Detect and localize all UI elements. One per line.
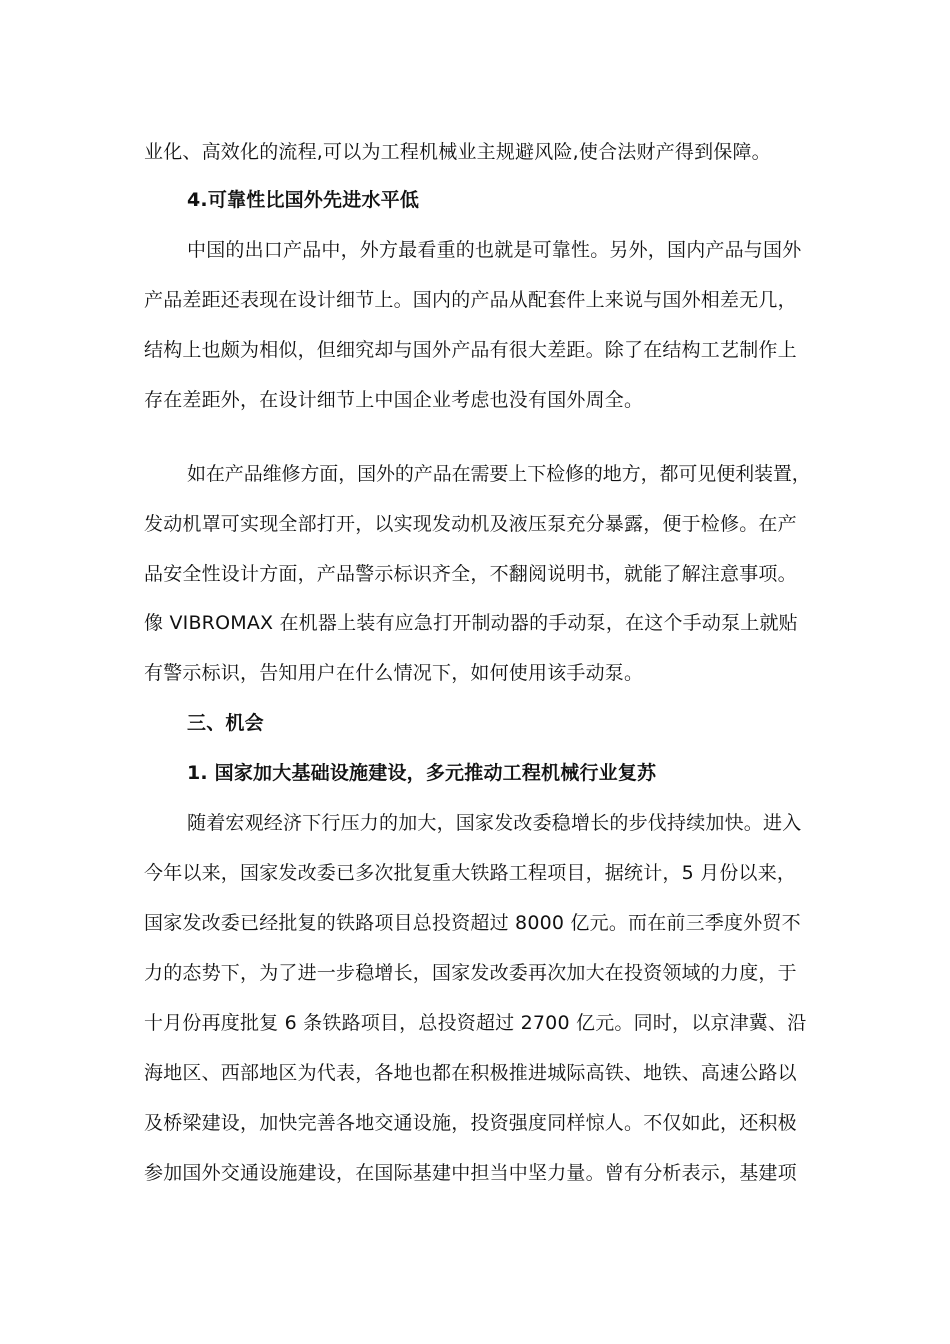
- paragraph-line: 有警示标识，告知用户在什么情况下，如何使用该手动泵。: [144, 662, 644, 684]
- paragraph-line: 如在产品维修方面，国外的产品在需要上下检修的地方，都可见便利装置，: [187, 463, 811, 485]
- paragraph-line: 及桥梁建设，加快完善各地交通设施，投资强度同样惊人。不仅如此，还积极: [144, 1112, 797, 1134]
- paragraph-line: 品安全性设计方面，产品警示标识齐全，不翻阅说明书，就能了解注意事项。: [144, 563, 797, 585]
- paragraph-line: 海地区、西部地区为代表，各地也都在积极推进城际高铁、地铁、高速公路以: [144, 1062, 797, 1084]
- paragraph-line: 十月份再度批复 6 条铁路项目，总投资超过 2700 亿元。同时，以京津冀、沿: [144, 1012, 807, 1034]
- section-heading: 三、机会: [187, 712, 264, 734]
- paragraph-line: 产品差距还表现在设计细节上。国内的产品从配套件上来说与国外相差无几，: [144, 289, 797, 311]
- paragraph-line: 业化、高效化的流程,可以为工程机械业主规避风险,使合法财产得到保障。: [144, 141, 771, 163]
- paragraph-line: 存在差距外，在设计细节上中国企业考虑也没有国外周全。: [144, 389, 644, 411]
- paragraph-line: 国家发改委已经批复的铁路项目总投资超过 8000 亿元。而在前三季度外贸不: [144, 912, 801, 934]
- paragraph-line: 发动机罩可实现全部打开，以实现发动机及液压泵充分暴露，便于检修。在产: [144, 513, 797, 535]
- paragraph-line: 像 VIBROMAX 在机器上装有应急打开制动器的手动泵，在这个手动泵上就贴: [144, 612, 798, 634]
- section-heading: 4.可靠性比国外先进水平低: [187, 189, 420, 211]
- paragraph-line: 中国的出口产品中，外方最看重的也就是可靠性。另外，国内产品与国外: [187, 239, 802, 261]
- paragraph-line: 结构上也颇为相似，但细究却与国外产品有很大差距。除了在结构工艺制作上: [144, 339, 797, 361]
- subsection-heading: 1. 国家加大基础设施建设，多元推动工程机械行业复苏: [187, 762, 657, 784]
- paragraph-line: 今年以来，国家发改委已多次批复重大铁路工程项目，据统计，5 月份以来，: [144, 862, 797, 884]
- paragraph-line: 力的态势下，为了进一步稳增长，国家发改委再次加大在投资领域的力度，于: [144, 962, 797, 984]
- paragraph-line: 随着宏观经济下行压力的加大，国家发改委稳增长的步伐持续加快。进入: [187, 812, 802, 834]
- paragraph-line: 参加国外交通设施建设，在国际基建中担当中坚力量。曾有分析表示，基建项: [144, 1162, 797, 1184]
